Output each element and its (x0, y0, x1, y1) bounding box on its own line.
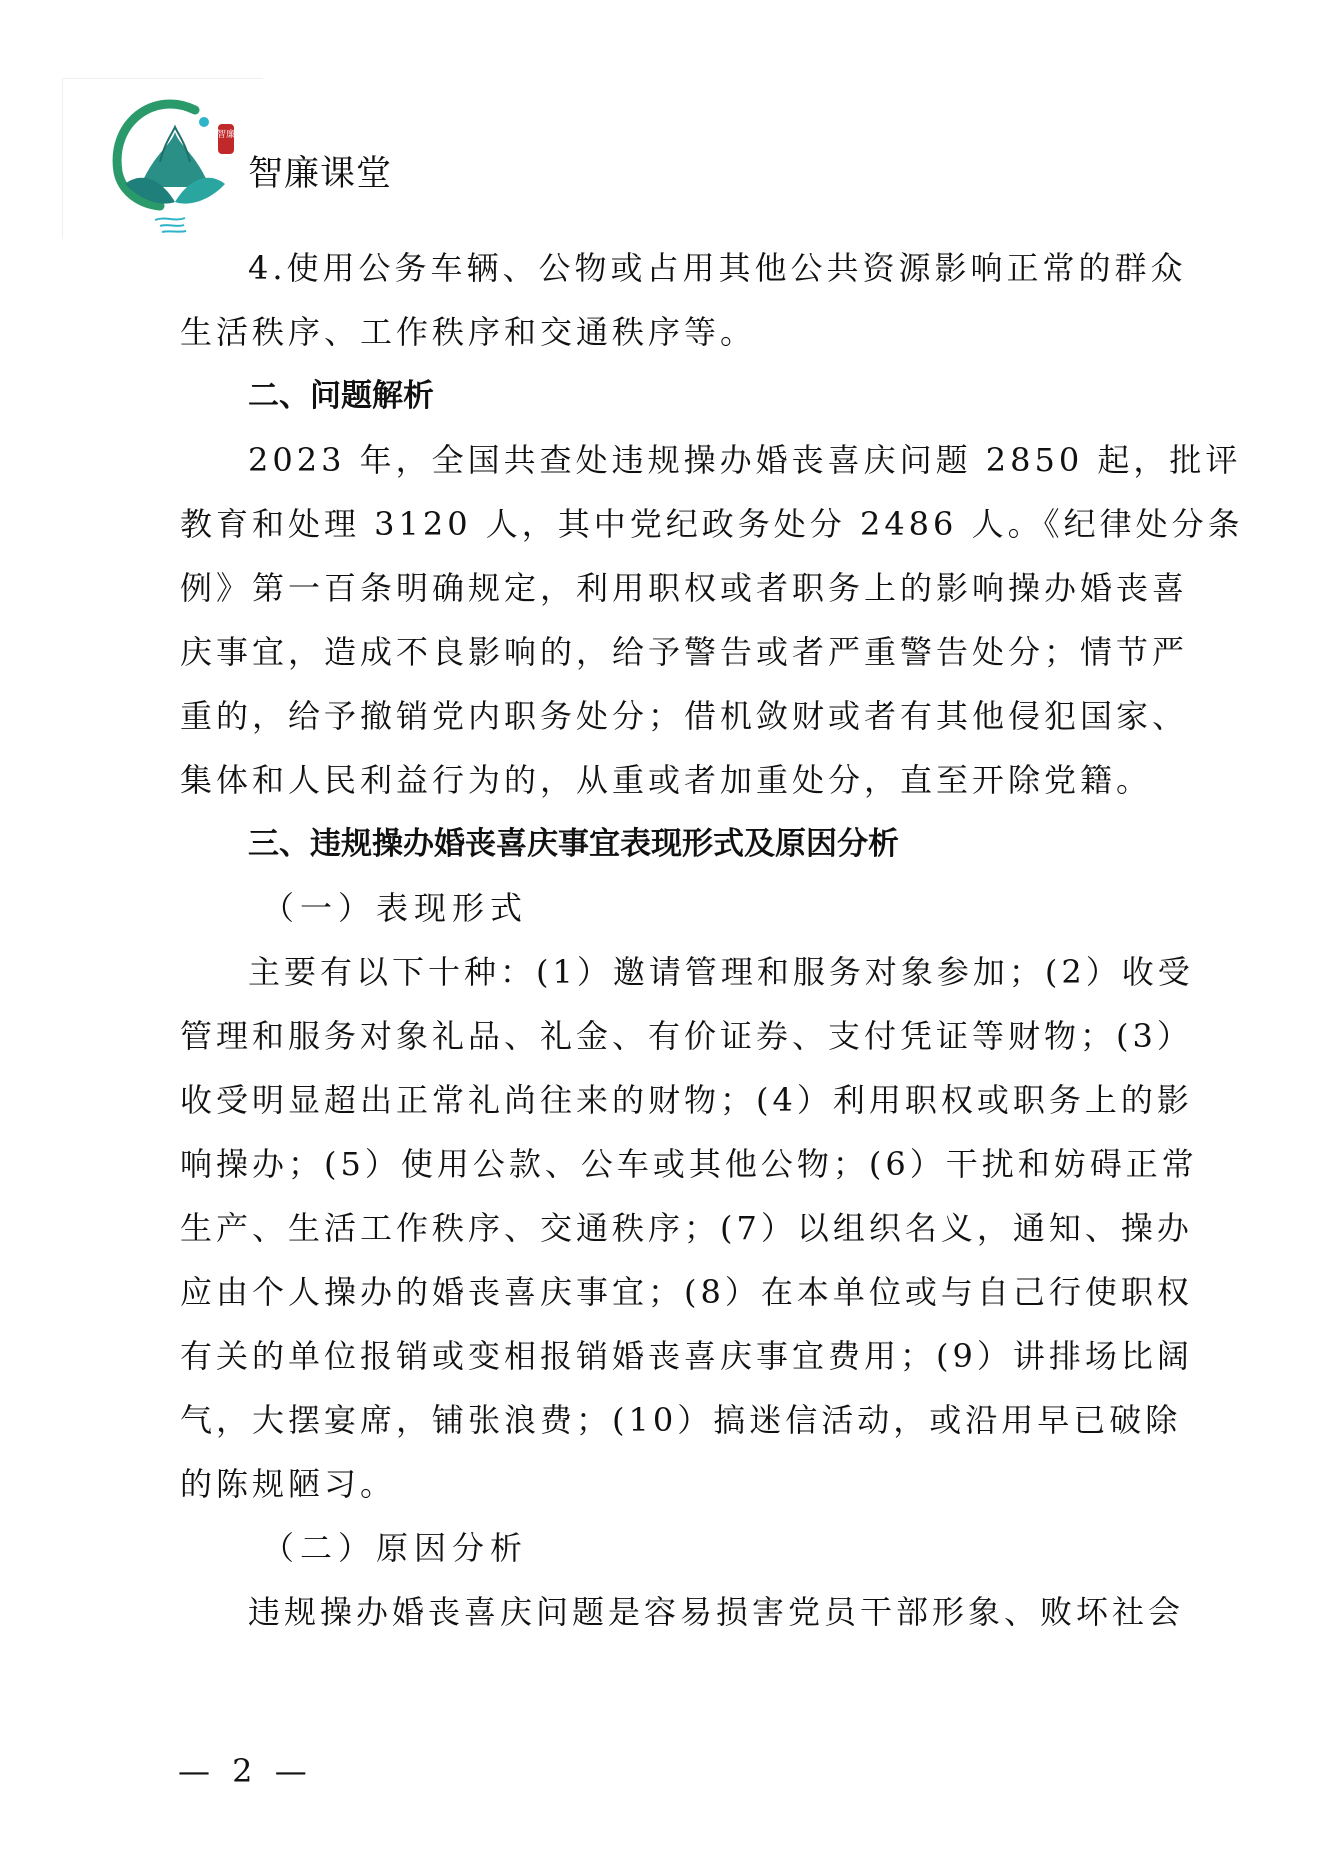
paragraph-line: 教育和处理 3120 人，其中党纪政务处分 2486 人。《纪律处分条 (180, 505, 1244, 543)
paragraph-line: 4.使用公务车辆、公物或占用其他公共资源影响正常的群众 (248, 249, 1187, 287)
paragraph-line: 2023 年，全国共查处违规操办婚丧喜庆问题 2850 起，批评 (248, 441, 1242, 479)
paragraph-line: 庆事宜，造成不良影响的，给予警告或者严重警告处分；情节严 (180, 633, 1189, 671)
paragraph-line: 气，大摆宴席，铺张浪费；(10）搞迷信活动，或沿用早已破除 (180, 1401, 1182, 1439)
paragraph-line: 生活秩序、工作秩序和交通秩序等。 (180, 313, 757, 351)
section-heading: 二、问题解析 (248, 378, 434, 414)
paragraph-line: 重的，给予撤销党内职务处分；借机敛财或者有其他侵犯国家、 (180, 697, 1189, 735)
paragraph-line: 主要有以下十种：(1）邀请管理和服务对象参加；(2）收受 (248, 953, 1194, 991)
paragraph-line: 应由个人操办的婚丧喜庆事宜；(8）在本单位或与自己行使职权 (180, 1273, 1193, 1311)
paragraph-line: 的陈规陋习。 (180, 1465, 397, 1503)
lotus-logo-icon (100, 92, 250, 242)
section-heading: 三、违规操办婚丧喜庆事宜表现形式及原因分析 (248, 826, 899, 862)
page-number: — 2 — (178, 1752, 313, 1790)
subsection-heading: （二）原因分析 (262, 1529, 529, 1567)
paragraph-line: 生产、生活工作秩序、交通秩序；(7）以组织名义，通知、操办 (180, 1209, 1193, 1247)
brand-title: 智廉课堂 (248, 154, 393, 194)
paragraph-line: 有关的单位报销或变相报销婚丧喜庆事宜费用；(9）讲排场比阔 (180, 1337, 1193, 1375)
subsection-heading: （一）表现形式 (262, 889, 529, 927)
svg-text:智廉: 智廉 (216, 130, 236, 140)
paragraph-line: 响操办；(5）使用公款、公车或其他公物；(6）干扰和妨碍正常 (180, 1145, 1198, 1183)
paragraph-line: 收受明显超出正常礼尚往来的财物；(4）利用职权或职务上的影 (180, 1081, 1193, 1119)
paragraph-line: 集体和人民利益行为的，从重或者加重处分，直至开除党籍。 (180, 761, 1153, 799)
paragraph-line: 管理和服务对象礼品、礼金、有价证券、支付凭证等财物；(3） (180, 1017, 1193, 1055)
paragraph-line: 违规操办婚丧喜庆问题是容易损害党员干部形象、败坏社会 (248, 1593, 1185, 1631)
paragraph-line: 例》第一百条明确规定，利用职权或者职务上的影响操办婚丧喜 (180, 569, 1189, 607)
